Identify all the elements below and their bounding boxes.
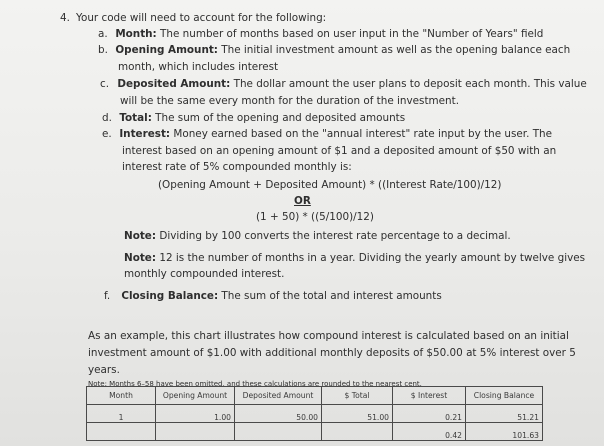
item-total: d. Total: The sum of the opening and deposited amounts [102,112,406,124]
cell-month [87,423,156,441]
item-month: a. Month: The number of months based on user input in the "Number of Years" field [98,28,544,40]
cell-total: 51.00 [322,405,393,423]
cell-closing-balance: 101.63 [466,423,543,441]
note-percentage: Note: Dividing by 100 converts the interest rate percentage to a decimal. [124,230,511,242]
cell-interest: 0.21 [393,405,466,423]
example-line-2: investment amount of $1.00 with additional monthly deposits of $50.00 at 5% interest over 5 [88,347,576,359]
compound-interest-table [86,386,543,441]
item-interest-cont1: interest based on an opening amount of $1 and a deposited amount of $50 with an [122,145,557,157]
cell-opening-amount [156,423,235,441]
item-opening-amount-cont: month, which includes interest [118,61,279,73]
item-interest: e. Interest: Money earned based on the "annual interest" rate input by the user. The [102,128,553,140]
item-opening-amount: b. Opening Amount: The initial investment amount as well as the opening balance each [98,44,571,56]
item-interest-cont2: interest rate of 5% compounded monthly is: [122,161,352,173]
formula-example: (1 + 50) * ((5/100)/12) [256,211,374,223]
cell-total [322,423,393,441]
cell-month: 1 [87,405,156,423]
question-number: 4. [60,12,70,24]
header-interest: $ Interest [393,387,466,405]
table-row [87,405,543,423]
note-months-cont: monthly compounded interest. [124,268,285,280]
header-closing-balance: Closing Balance [466,387,543,405]
cell-closing-balance: 51.21 [466,405,543,423]
header-opening-amount: Opening Amount [156,387,235,405]
table-row [87,423,543,441]
cell-opening-amount: 1.00 [156,405,235,423]
example-line-1: As an example, this chart illustrates how compound interest is calculated based on an initial [88,330,569,342]
question-intro: Your code will need to account for the following: [76,12,327,24]
note-months: Note: 12 is the number of months in a year. Dividing the yearly amount by twelve gives [124,252,586,264]
cell-interest: 0.42 [393,423,466,441]
header-month: Month [87,387,156,405]
item-deposited-amount-cont: will be the same every month for the duration of the investment. [120,95,460,107]
header-deposited-amount: Deposited Amount [235,387,322,405]
item-deposited-amount: c. Deposited Amount: The dollar amount the user plans to deposit each month. This value [100,78,587,90]
item-closing-balance: f. Closing Balance: The sum of the total and interest amounts [104,290,442,302]
formula-or: OR [294,195,311,207]
formula-general: (Opening Amount + Deposited Amount) * ((Interest Rate/100)/12) [158,179,502,191]
cell-deposited-amount [235,423,322,441]
example-note: Note: Months 6–58 have been omitted, and these calculations are rounded to the nearest cent. [88,380,422,388]
table-header-row [87,387,543,405]
cell-deposited-amount: 50.00 [235,405,322,423]
header-total: $ Total [322,387,393,405]
example-line-3: years. [88,364,120,376]
